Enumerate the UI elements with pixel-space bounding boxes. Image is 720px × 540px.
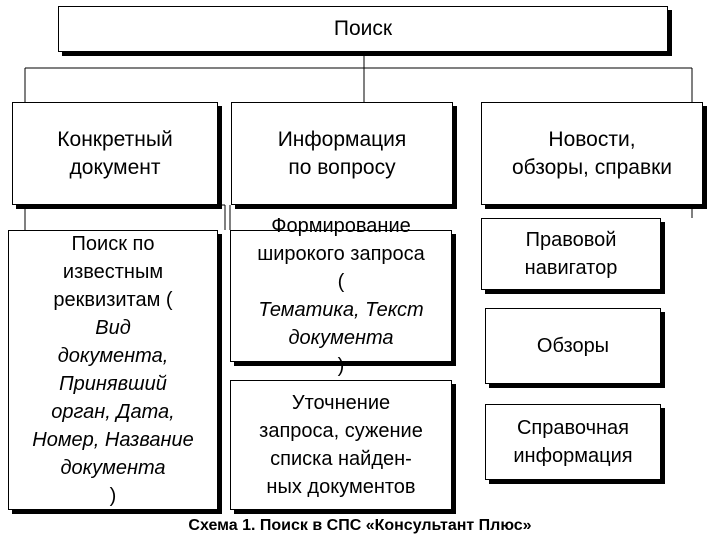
text-line: реквизитам ( Вид bbox=[53, 289, 173, 339]
text-line: списка найден- bbox=[270, 448, 412, 470]
text-line: широкого запроса bbox=[257, 243, 425, 265]
text-line: информация bbox=[513, 445, 633, 467]
reference-info-box bbox=[485, 404, 661, 480]
text-line: Формирование bbox=[271, 215, 411, 237]
text-line: документа, bbox=[57, 345, 169, 367]
text-line: Поиск по bbox=[71, 233, 155, 255]
text-line: навигатор bbox=[524, 257, 618, 279]
legal-navigator-box bbox=[481, 218, 661, 290]
reviews-box bbox=[485, 308, 661, 384]
header-line: по вопросу bbox=[288, 155, 396, 179]
text-line: Принявший bbox=[59, 373, 167, 395]
text-line: Правовой bbox=[525, 229, 617, 251]
text-line: Справочная bbox=[516, 417, 630, 439]
text-line: документа ) bbox=[60, 457, 166, 507]
text-line: орган, Дата, bbox=[51, 401, 175, 423]
text-line: запроса, сужение bbox=[259, 420, 423, 442]
diagram-caption: Схема 1. Поиск в СПС «Консультант Плюс» bbox=[188, 517, 532, 534]
text-line: Уточнение bbox=[291, 392, 391, 414]
text-line: Обзоры bbox=[536, 335, 610, 357]
search-by-requisites-box bbox=[8, 230, 218, 510]
text-line: документа ) bbox=[288, 327, 394, 377]
header-info-on-question bbox=[231, 102, 453, 205]
text-line: ( Тематика, Текст bbox=[258, 271, 424, 321]
header-specific-document bbox=[12, 102, 218, 205]
text-line: ных документов bbox=[266, 476, 416, 498]
broad-query-box bbox=[230, 215, 452, 377]
root-search-box bbox=[58, 6, 668, 52]
text-line: известным bbox=[62, 261, 164, 283]
header-line: обзоры, справки bbox=[511, 155, 673, 179]
root-label: Поиск bbox=[333, 17, 393, 40]
refine-query-box bbox=[230, 380, 452, 510]
header-line: документ bbox=[69, 155, 161, 179]
header-line: Конкретный bbox=[57, 127, 173, 151]
header-line: Новости, bbox=[548, 127, 636, 151]
text-line: Номер, Название bbox=[32, 429, 194, 451]
header-line: Информация bbox=[277, 127, 407, 151]
header-news-reviews bbox=[481, 102, 703, 205]
